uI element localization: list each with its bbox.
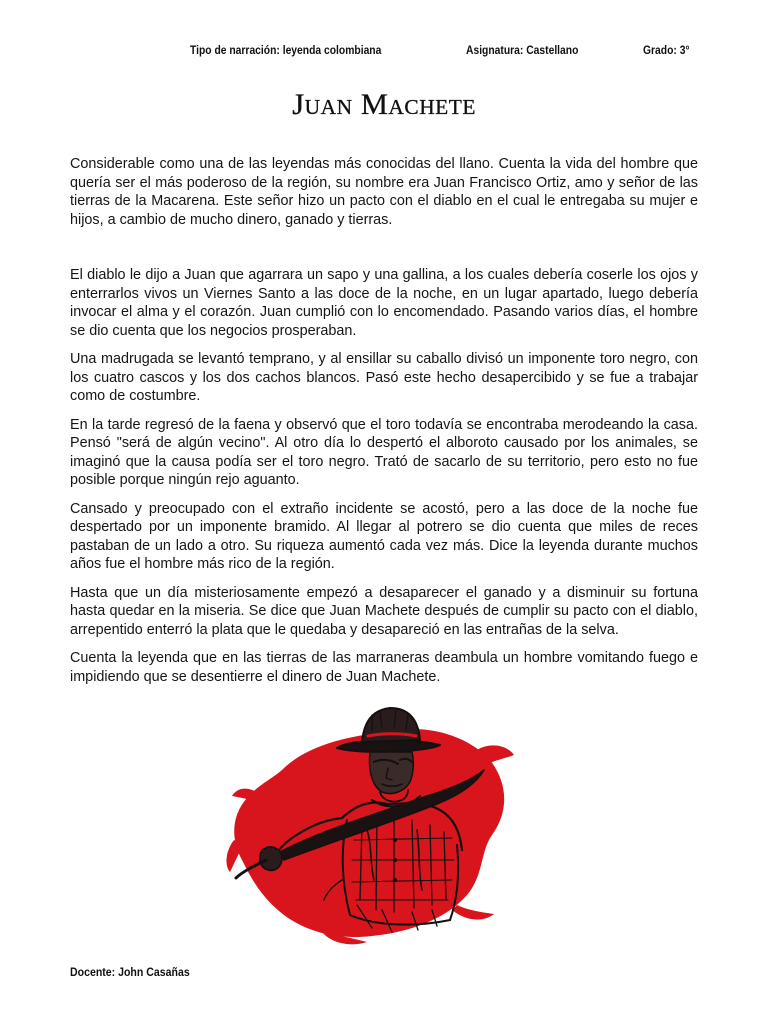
paragraph-5: Cansado y preocupado con el extraño incidente se acostó, pero a las doce de la noche fue despertado por un imponente bramido. Al llegar al potrero se dio cuenta que miles de reces pastaban de un lado a otro. Su riqueza aumentó cada vez más. Dice la leyenda durante muchos años fue el hombre más rico de la región.: [70, 500, 698, 572]
paragraph-1: Considerable como una de las leyendas más conocidas del llano. Cuenta la vida del hombre que quería ser el más poderoso de la región, su nombre era Juan Francisco Ortiz, amo y señor de las tierras de la Macarena. Este señor hizo un pacto con el diablo en el cual le entregaba su mujer e hijos, a cambio de mucho dinero, ganado y tierras.: [70, 156, 698, 228]
teacher-label: Docente: John Casañas: [70, 965, 190, 979]
subject-label: Asignatura: Castellano: [466, 43, 579, 57]
paragraph-4: En la tarde regresó de la faena y observó que el toro todavía se encontraba merodeando la casa. Pensó "será de algún vecino". Al otro día lo despertó el alboroto causado por los animales, se imaginó que la causa podía ser el toro negro. Trató de sacarlo de su territorio, pero esto no fue posible porque ningún rejo aguanto.: [70, 416, 698, 488]
grade-label: Grado: 3°: [643, 43, 690, 57]
juan-machete-illustration: [222, 700, 522, 950]
page-title-text: Juan Machete: [292, 88, 476, 121]
intro-paragraph-block: [70, 155, 698, 239]
document-header: [0, 43, 768, 59]
paragraph-7: Cuenta la leyenda que en las tierras de las marraneras deambula un hombre vomitando fuego e impidiendo que se desentierre el dinero de Juan Machete.: [70, 650, 698, 685]
paragraph-3: Una madrugada se levantó temprano, y al ensillar su caballo divisó un imponente toro negro, con los cuatro cascos y los dos cachos blancos. Pasó este hecho desapercibido y se fue a trabajar como de costumbre.: [70, 351, 698, 404]
narration-type-label: Tipo de narración: leyenda colombiana: [190, 43, 382, 57]
paragraph-2: El diablo le dijo a Juan que agarrara un sapo y una gallina, a los cuales debería coserle los ojos y enterrarlos vivos un Viernes Santo a las doce de la noche, en un lugar apartado, luego debería invocar el alma y el corazón. Juan cumplió con lo encomendado. Pasando varios días, el hombre se dio cuenta que los negocios prosperaban.: [70, 267, 698, 339]
illustration-svg: [222, 700, 522, 950]
paragraph-6: Hasta que un día misteriosamente empezó a desaparecer el ganado y a disminuir su fortuna hasta quedar en la miseria. Se dice que Juan Machete después de cumplir su pacto con el diablo, arrepentido enterró la plata que le quedaba y desapareció en las entrañas de la selva.: [70, 584, 698, 638]
page-title: [0, 88, 768, 122]
story-paragraphs: [70, 266, 698, 696]
